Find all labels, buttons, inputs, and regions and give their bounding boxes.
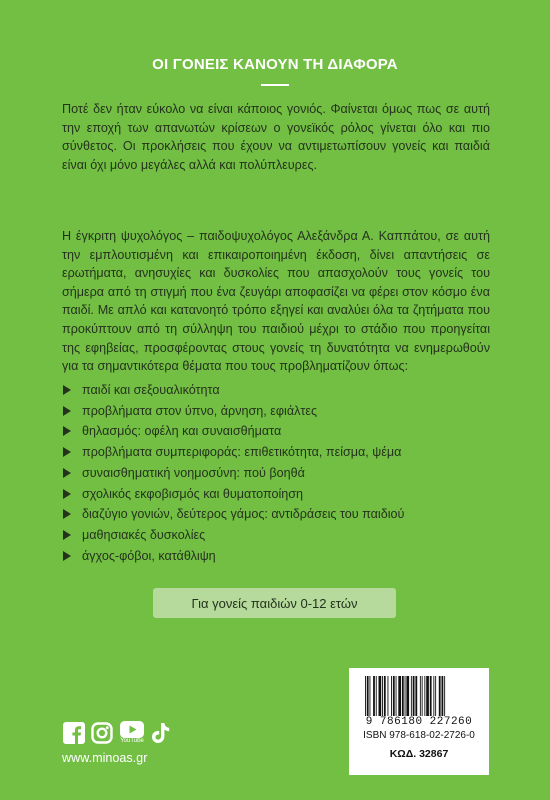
social-links	[63, 721, 171, 745]
book-title: ΟΙ ΓΟΝΕΙΣ ΚΑΝΟΥΝ ΤΗ ΔΙΑΦΟΡΑ	[152, 56, 398, 73]
list-item	[62, 421, 502, 442]
triangle-bullet-icon	[63, 468, 71, 478]
barcode-image	[365, 676, 473, 716]
list-item	[62, 484, 502, 505]
list-item-text: συναισθηματική νοημοσύνη: πού βοηθά	[82, 465, 305, 480]
barcode-panel	[349, 668, 489, 775]
list-item	[62, 463, 502, 484]
triangle-bullet-icon	[63, 489, 71, 499]
list-item	[62, 380, 502, 401]
list-item-text: διαζύγιο γονιών, δεύτερος γάμος: αντιδράσεις του παιδιού	[82, 507, 405, 522]
list-item	[62, 525, 502, 546]
age-range-badge: Για γονείς παιδιών 0-12 ετών	[153, 588, 396, 618]
list-item-text: σχολικός εκφοβισμός και θυματοποίηση	[82, 486, 304, 501]
intro-paragraph: Ποτέ δεν ήταν εύκολο να είναι κάποιος γονιός. Φαίνεται όμως πως σε αυτή την εποχή των απανωτών κρίσεων ο γονεϊκός ρόλος γίνεται όλο και πιο σύνθετος. Οι προκλήσεις που έχουν να αντιμετωπίσουν γονείς και παιδιά είναι όχι μόνο μεγάλες αλλά και πολύπλευρες.	[62, 102, 490, 172]
list-item	[62, 442, 502, 463]
list-item-text: θηλασμός: οφέλη και συναισθήματα	[82, 424, 282, 439]
triangle-bullet-icon	[63, 530, 71, 540]
description-paragraph: Η έγκριτη ψυχολόγος – παιδοψυχολόγος Αλεξάνδρα Α. Καππάτου, σε αυτή την εμπλουτισμένη και επικαιροποιημένη έκδοση, δίνει απαντήσεις σε ερωτήματα, ανησυχίες και δυσκολίες που απασχολούν τους γονείς του σήμερα από τη στιγμή που ένα ζευγάρι αποφασίζει να φέρει στον κόσμο ένα παιδί. Με απλό και κατανοητό τρόπο εξηγεί και αναλύει όλα τα ζητήματα που προκύπτουν από τη σύλληψη του παιδιού μέχρι το στάδιο που προηγείται της εφηβείας, προσφέροντας στους γονείς τη δυνατότητα να ενημερωθούν για τα σημαντικότερα θέματα που τους προβληματίζουν όπως:	[62, 229, 490, 374]
list-item-text: προβλήματα στον ύπνο, άρνηση, εφιάλτες	[82, 403, 318, 418]
triangle-bullet-icon	[63, 551, 71, 561]
barcode-number: 9 786180 227260	[365, 716, 473, 728]
title-underline	[261, 84, 289, 86]
facebook-icon[interactable]	[63, 722, 85, 744]
instagram-icon[interactable]	[91, 722, 113, 744]
isbn-number: ISBN 978-618-02-2726-0	[363, 730, 475, 741]
triangle-bullet-icon	[63, 426, 71, 436]
triangle-bullet-icon	[63, 447, 71, 457]
youtube-icon	[120, 721, 144, 738]
list-item-text: μαθησιακές δυσκολίες	[82, 527, 206, 542]
youtube-label: YouTube	[120, 738, 144, 744]
website-link[interactable]: www.minoas.gr	[62, 751, 148, 765]
list-item	[62, 401, 502, 422]
list-item	[62, 546, 502, 567]
youtube-logo[interactable]	[119, 721, 145, 745]
list-item-text: παιδί και σεξουαλικότητα	[82, 383, 220, 397]
product-code: ΚΩΔ. 32867	[389, 748, 449, 760]
list-item	[62, 504, 502, 525]
list-item-text: άγχος-φόβοι, κατάθλιψη	[82, 548, 216, 563]
tiktok-icon[interactable]	[151, 722, 171, 744]
triangle-bullet-icon	[63, 385, 71, 395]
triangle-bullet-icon	[63, 509, 71, 519]
list-item-text: προβλήματα συμπεριφοράς: επιθετικότητα, πείσμα, ψέμα	[82, 445, 402, 460]
triangle-bullet-icon	[63, 406, 71, 416]
topics-list	[62, 380, 502, 566]
